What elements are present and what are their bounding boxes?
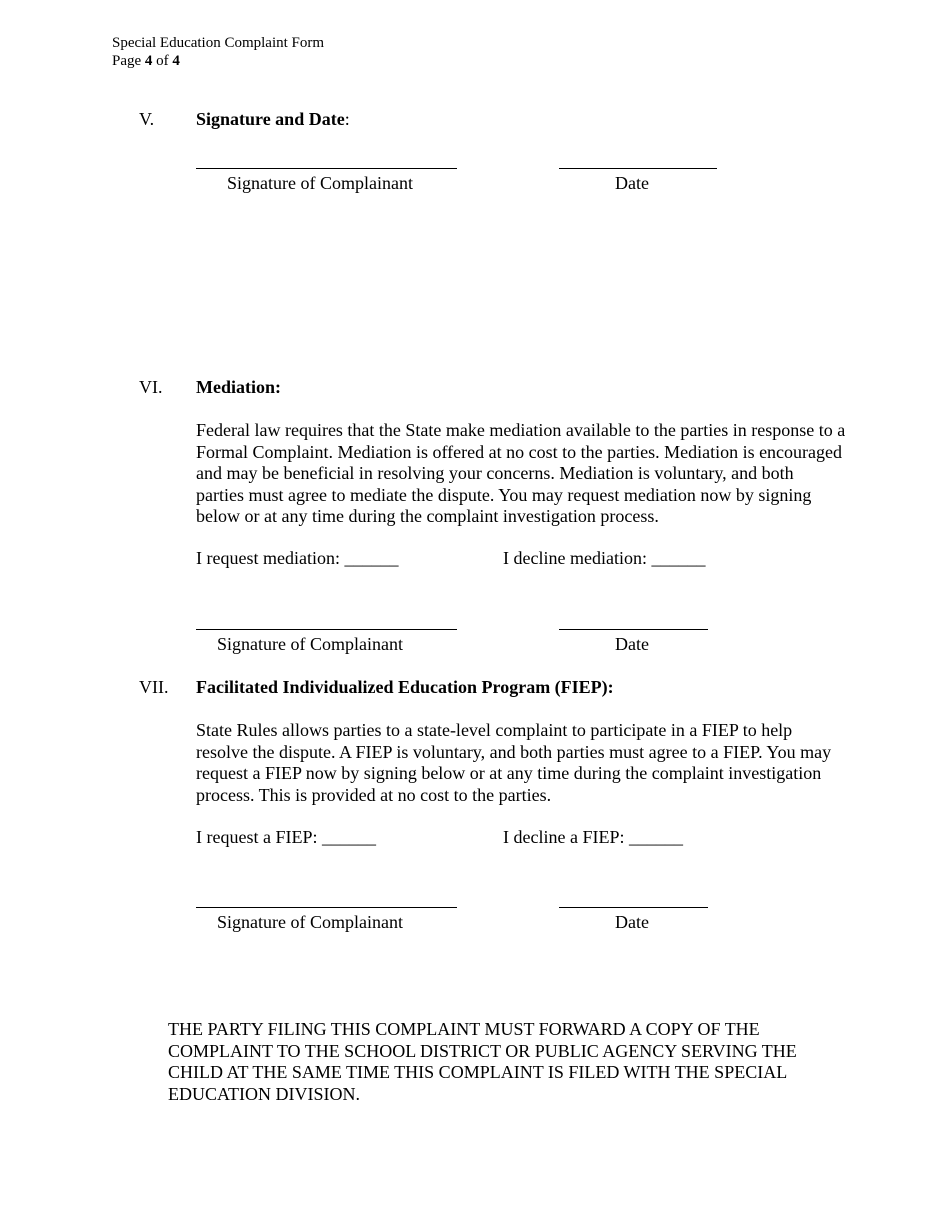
section-vi-title: Mediation: — [196, 377, 281, 397]
section-v-number: V. — [139, 109, 155, 129]
section-vi-date-line[interactable] — [559, 629, 708, 630]
page-of: of — [156, 53, 169, 69]
section-vii-signature-line[interactable] — [196, 907, 457, 908]
mediation-decline-field[interactable]: I decline mediation: ______ — [503, 548, 706, 568]
section-vii-paragraph: State Rules allows parties to a state-level complaint to participate in a FIEP to help resolve the dispute. A FIEP is voluntary, and both parties must agree to a FIEP. You may request a FIEP now by signing below or at any time during the complaint investigation process. This is provided at no cost to the parties. — [196, 720, 832, 805]
section-vii-signature-caption: Signature of Complainant — [217, 912, 403, 932]
page-current: 4 — [144, 53, 153, 69]
section-vii-date-line[interactable] — [559, 907, 708, 908]
section-vi-signature-caption: Signature of Complainant — [217, 634, 403, 654]
section-v-signature-line[interactable] — [196, 168, 457, 169]
form-title: Special Education Complaint Form — [112, 35, 325, 51]
section-vi-date-caption: Date — [615, 634, 649, 654]
section-vi-number: VI. — [139, 377, 163, 397]
section-v-date-line[interactable] — [559, 168, 717, 169]
section-vii-number: VII. — [139, 677, 169, 697]
fiep-decline-field[interactable]: I decline a FIEP: ______ — [503, 827, 683, 847]
section-vi-paragraph: Federal law requires that the State make mediation available to the parties in response to a Formal Complaint. Mediation is offered at no cost to the parties. Mediation is encouraged and may be beneficial in resolving your concerns. Mediation is voluntary, and both parties must agree to mediate the dispute. You may request mediation now by signing below or at any time during the complaint investigation process. — [196, 420, 846, 526]
section-v-date-caption: Date — [615, 173, 649, 193]
section-v-title: Signature and Date: — [196, 109, 350, 129]
section-vii-date-caption: Date — [615, 912, 649, 932]
section-vii-title: Facilitated Individualized Education Program (FIEP): — [196, 677, 614, 697]
section-v-signature-caption: Signature of Complainant — [227, 173, 413, 193]
page-label: Page — [112, 53, 142, 69]
fiep-request-field[interactable]: I request a FIEP: ______ — [196, 827, 376, 847]
section-vi-signature-line[interactable] — [196, 629, 457, 630]
filing-notice: THE PARTY FILING THIS COMPLAINT MUST FORWARD A COPY OF THE COMPLAINT TO THE SCHOOL DISTRICT OR PUBLIC AGENCY SERVING THE CHILD AT THE SAME TIME THIS COMPLAINT IS FILED WITH THE SPECIAL EDUCATION DIVISION. — [168, 1019, 797, 1104]
page-indicator — [112, 52, 180, 70]
mediation-request-field[interactable]: I request mediation: ______ — [196, 548, 399, 568]
page-total: 4 — [172, 53, 180, 69]
